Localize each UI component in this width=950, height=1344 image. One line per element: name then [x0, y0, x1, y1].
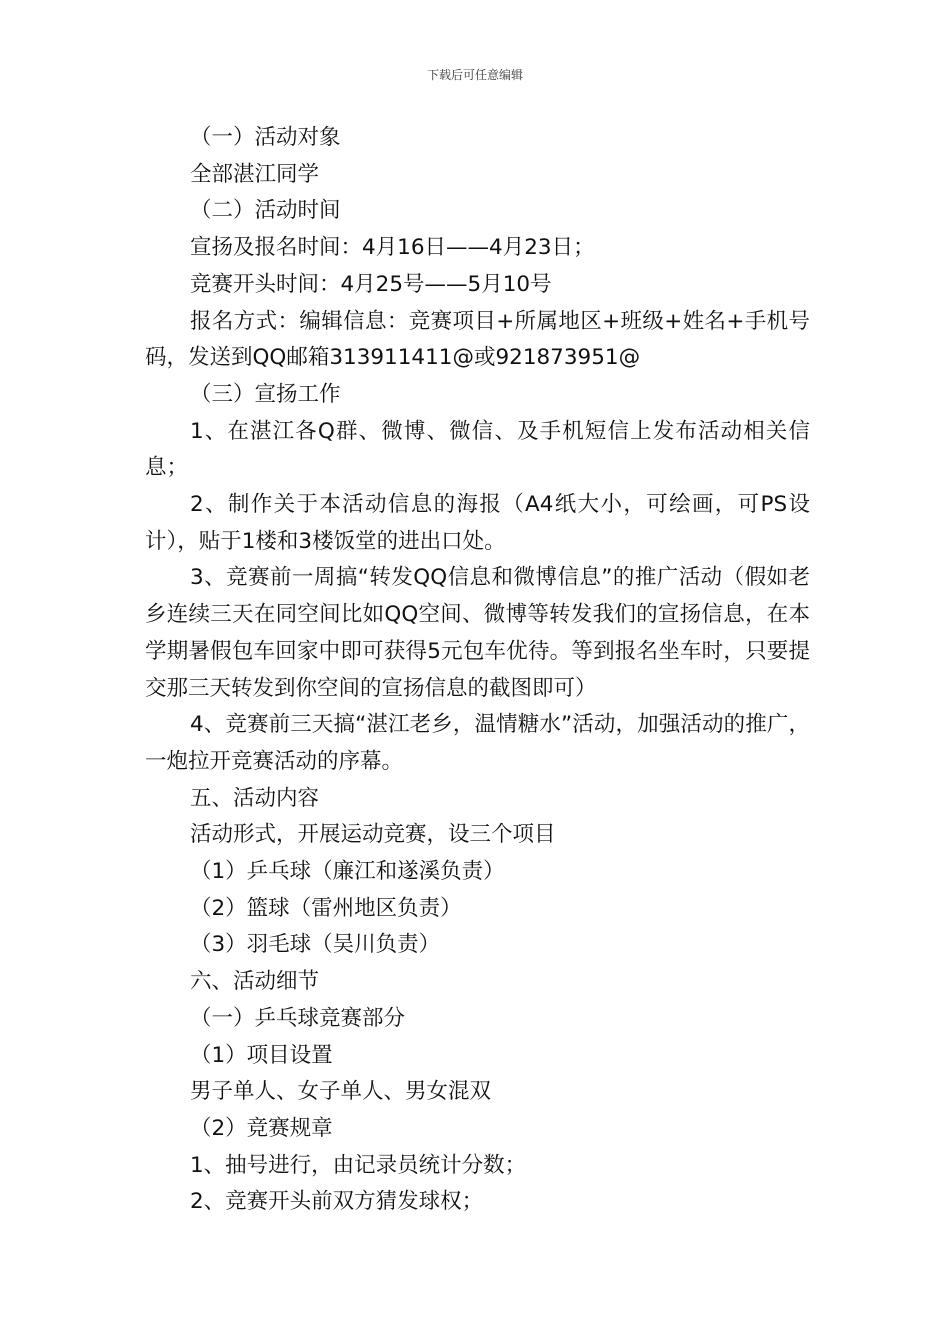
section-heading-promotion: （三）宣扬工作	[190, 381, 341, 407]
list-item-badminton: （3）羽毛球（吴川负责）	[190, 932, 441, 958]
list-item-basketball: （2）篮球（雷州地区负责）	[190, 895, 462, 921]
list-item-table-tennis: （1）乒乓球（廉江和遂溪负责）	[190, 859, 505, 885]
rule-item-2: 2、竞赛开头前双方猜发球权；	[190, 1189, 484, 1215]
paragraph-events-list: 男子单人、女子单人、男女混双	[190, 1079, 492, 1105]
paragraph-activity-form: 活动形式，开展运动竞赛，设三个项目	[190, 822, 556, 848]
paragraph-promotion-4: 4、竞赛前三天搞“湛江老乡，温情糖水”活动，加强活动的推广，一炮拉开竞赛活动的序幕。	[145, 712, 810, 774]
section-heading-details: 六、活动细节	[190, 969, 320, 995]
subsection-heading-rules: （2）竞赛规章	[190, 1115, 333, 1141]
section-heading-target: （一）活动对象	[190, 125, 341, 150]
subsection-heading-table-tennis: （一）乒乓球竞赛部分	[190, 1005, 406, 1031]
paragraph-promotion-time: 宣扬及报名时间：4月16日——4月23日；	[190, 235, 595, 261]
paragraph-registration-method: 报名方式：编辑信息：竞赛项目+所属地区+班级+姓名+手机号码，发送到QQ邮箱313911411@或921873951@	[145, 308, 810, 371]
rule-item-1: 1、抽号进行，由记录员统计分数；	[190, 1152, 527, 1178]
paragraph-promotion-1: 1、在湛江各Q群、微博、微信、及手机短信上发布活动相关信息；	[145, 418, 810, 481]
paragraph-promotion-3: 3、竞赛前一周搞“转发QQ信息和微博信息”的推广活动（假如老乡连续三天在同空间比如QQ空间、微博等转发我们的宣扬信息，在本学期暑假包车回家中即可获得5元包车优待。等到报名坐车时，只要提交那三天转发到你空间的宣扬信息的截图即可）	[145, 565, 810, 701]
header-note: 下载后可任意编辑	[426, 68, 523, 82]
document-body	[145, 120, 810, 1221]
paragraph-competition-time: 竞赛开头时间：4月25号——5月10号	[190, 271, 552, 297]
section-heading-content: 五、活动内容	[190, 785, 320, 811]
paragraph-promotion-2: 2、制作关于本活动信息的海报（A4纸大小，可绘画，可PS设计），贴于1楼和3楼饭堂的进出口处。	[145, 492, 810, 554]
paragraph-target-audience: 全部湛江同学	[190, 161, 320, 187]
section-heading-time: （二）活动时间	[190, 198, 341, 224]
subsection-heading-events: （1）项目设置	[190, 1042, 333, 1068]
